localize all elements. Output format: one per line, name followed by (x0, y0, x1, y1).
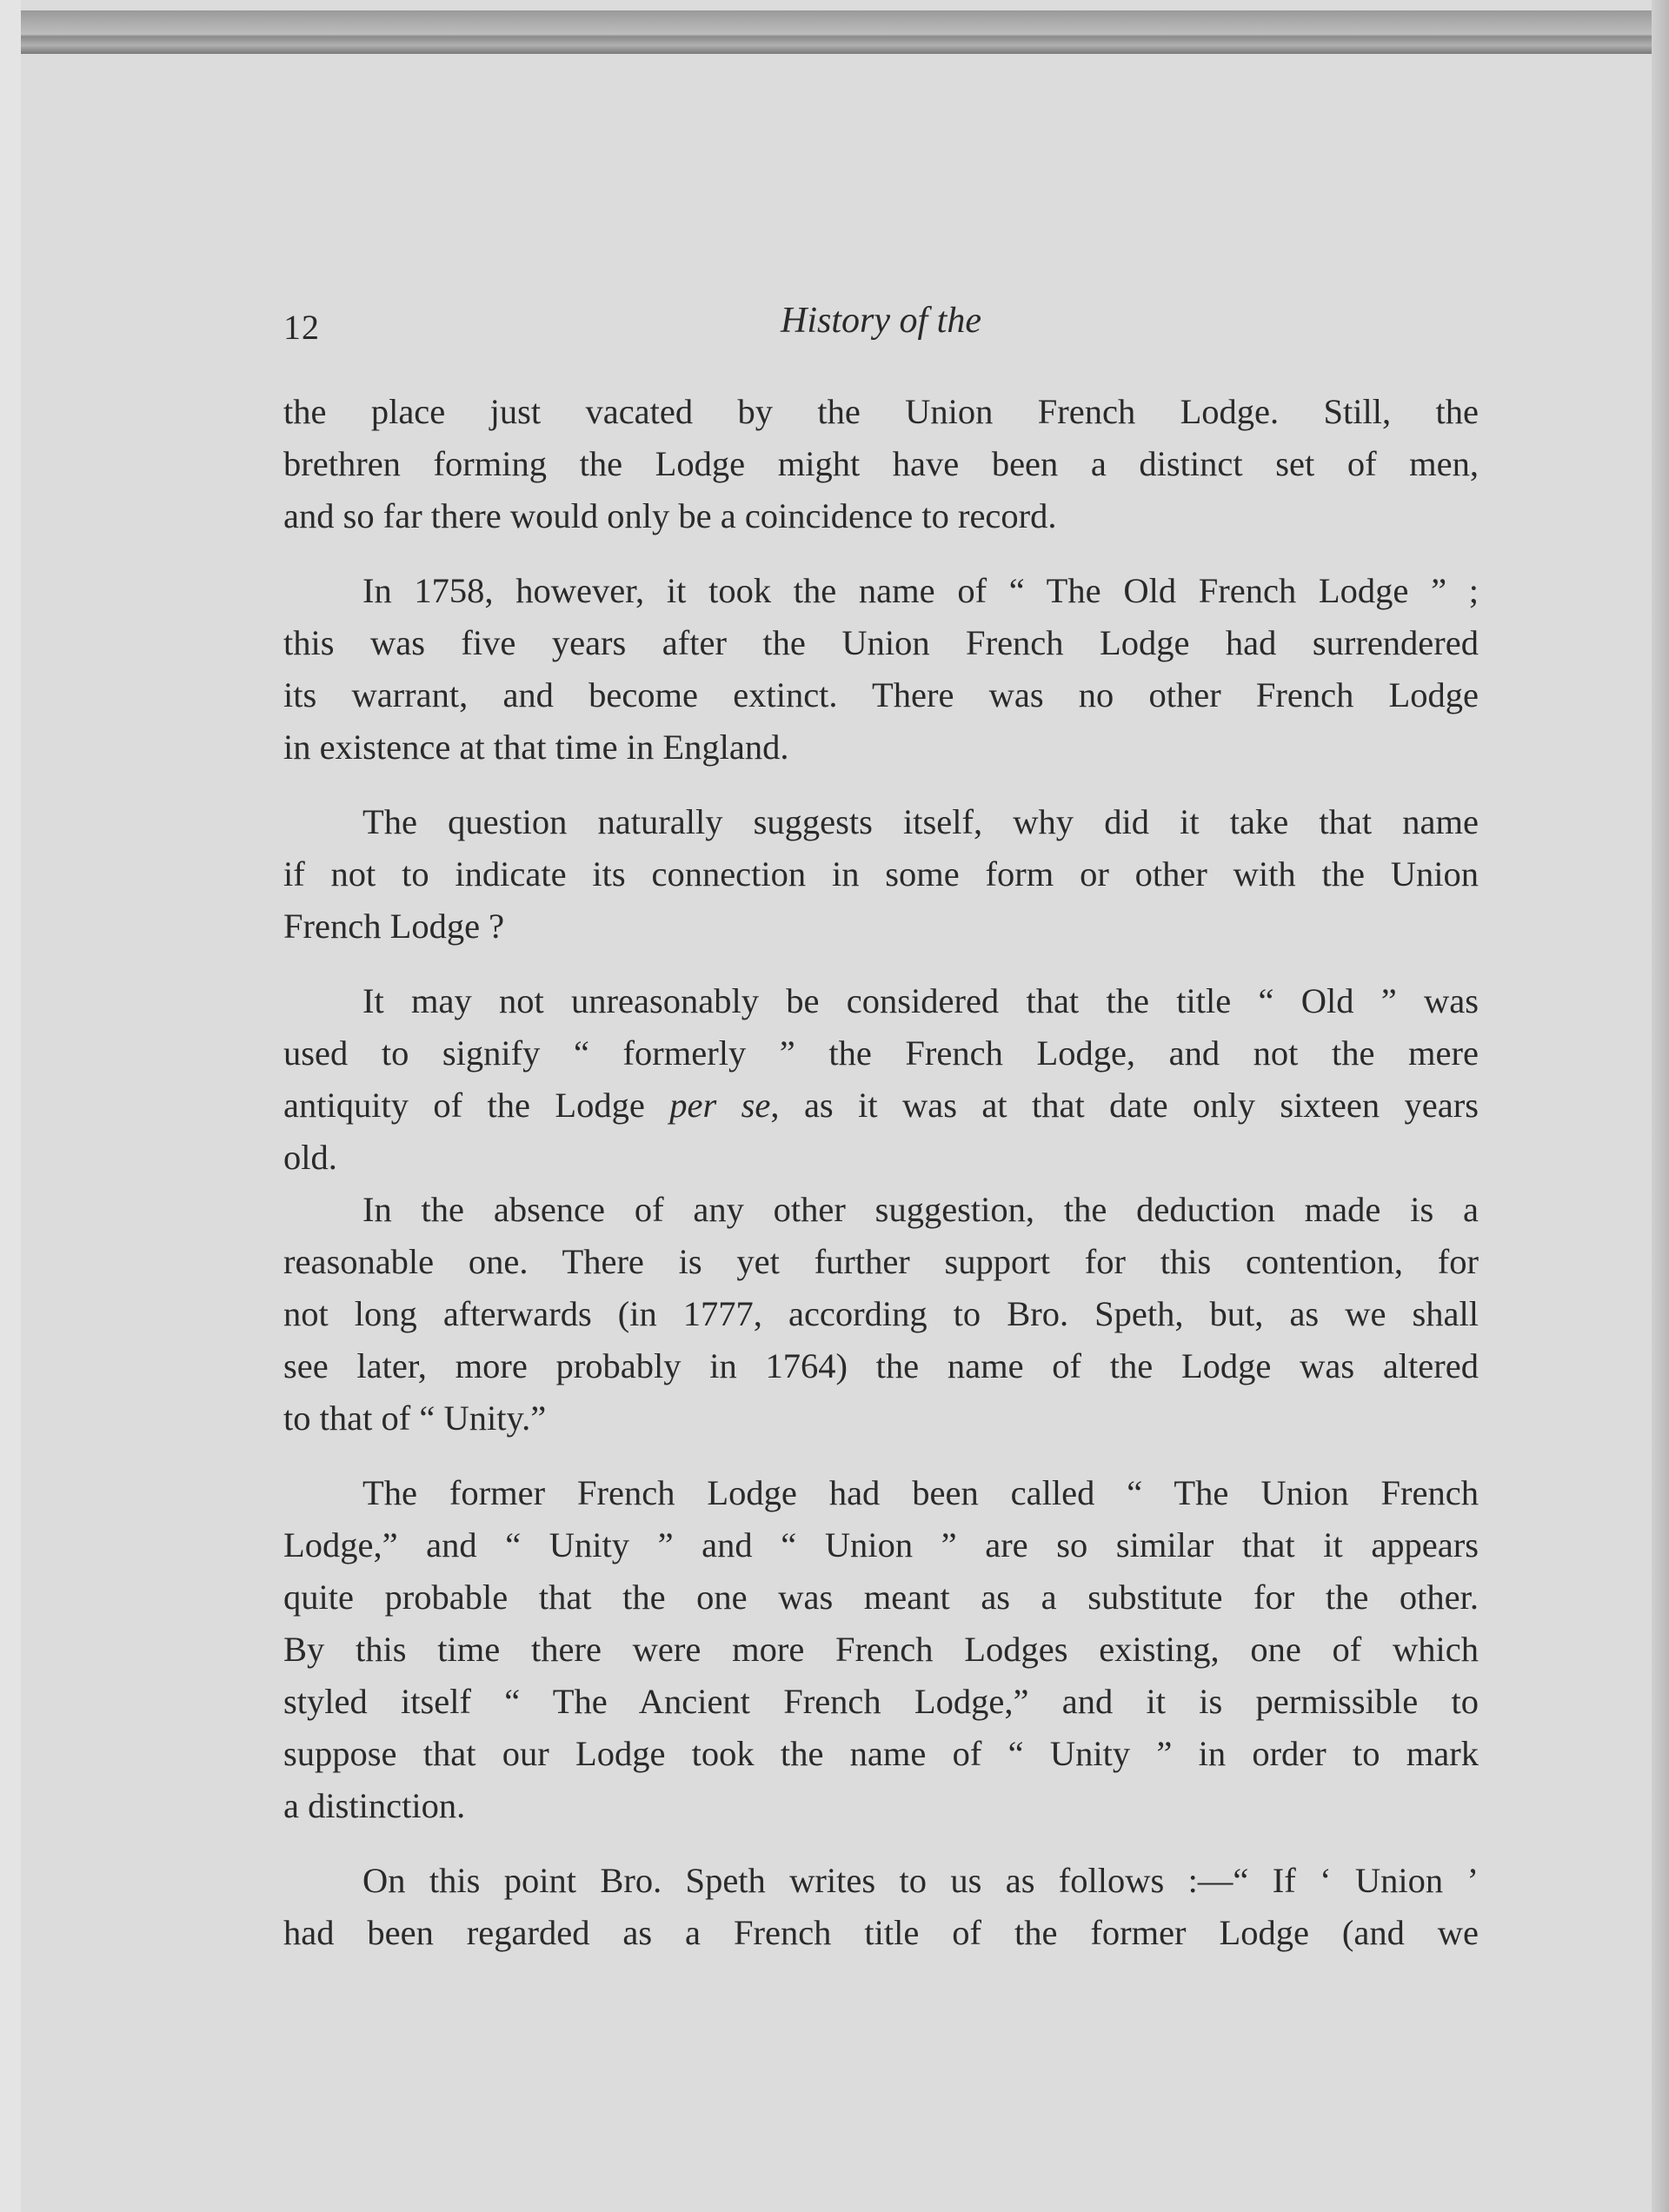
paragraph (283, 1184, 1479, 1445)
text-line: On this point Bro. Speth writes to us as follows :—“ If ‘ Union ’ (362, 1861, 1479, 1900)
text-line: brethren forming the Lodge might have been a distinct set of men, (283, 444, 1479, 483)
text-line: French Lodge ? (283, 907, 505, 946)
text-line: old. (283, 1138, 337, 1177)
text-line: The question naturally suggests itself, why did it take that name (362, 802, 1479, 841)
text-line: not long afterwards (in 1777, according to Bro. Speth, but, as we shall (283, 1294, 1479, 1333)
text-line: used to signify “ formerly ” the French Lodge, and not the mere (283, 1033, 1479, 1073)
text-line: In the absence of any other suggestion, the deduction made is a (362, 1190, 1479, 1229)
page-top-edge-scan-artifact (21, 10, 1669, 54)
text-line: had been regarded as a French title of the former Lodge (and we (283, 1913, 1479, 1952)
text-line: In 1758, however, it took the name of “ The Old French Lodge ” ; (362, 571, 1479, 610)
text-line: reasonable one. There is yet further support for this contention, for (283, 1242, 1479, 1281)
paragraph (283, 386, 1479, 542)
italic-phrase: per se (669, 1086, 771, 1125)
paragraph (283, 1855, 1479, 1959)
text-line: a distinction. (283, 1786, 466, 1825)
body-text (283, 386, 1479, 1959)
text-line: its warrant, and become extinct. There was no other French Lodge (283, 675, 1479, 714)
paragraph (283, 565, 1479, 774)
text-line: The former French Lodge had been called “ The Union French (362, 1473, 1479, 1512)
text-line: and so far there would only be a coincidence to record. (283, 496, 1057, 535)
text-line: It may not unreasonably be considered that the title “ Old ” was (362, 981, 1479, 1020)
paragraph (283, 1467, 1479, 1832)
text-line: styled itself “ The Ancient French Lodge,” and it is permissible to (283, 1682, 1479, 1721)
text-line: to that of “ Unity.” (283, 1398, 547, 1438)
text-line: Lodge,” and “ Unity ” and “ Union ” are so similar that it appears (283, 1525, 1479, 1564)
text-line: suppose that our Lodge took the name of “ Unity ” in order to mark (283, 1734, 1479, 1773)
page-right-edge (1652, 0, 1669, 2212)
running-head: History of the (781, 301, 981, 341)
text-line: antiquity of the Lodge per se, as it was at that date only sixteen years (283, 1086, 1479, 1125)
page-header (283, 300, 1479, 352)
text-line: see later, more probably in 1764) the name of the Lodge was altered (283, 1346, 1479, 1385)
text-line: if not to indicate its connection in some form or other with the Union (283, 854, 1479, 893)
text-line: this was five years after the Union French Lodge had surrendered (283, 623, 1479, 662)
text-line: the place just vacated by the Union French Lodge. Still, the (283, 392, 1479, 431)
paragraph (283, 975, 1479, 1184)
paragraph (283, 796, 1479, 953)
text-line: quite probable that the one was meant as a substitute for the other. (283, 1578, 1479, 1617)
page-number: 12 (283, 308, 320, 347)
text-line: By this time there were more French Lodges existing, one of which (283, 1630, 1479, 1669)
text-line: in existence at that time in England. (283, 727, 789, 767)
